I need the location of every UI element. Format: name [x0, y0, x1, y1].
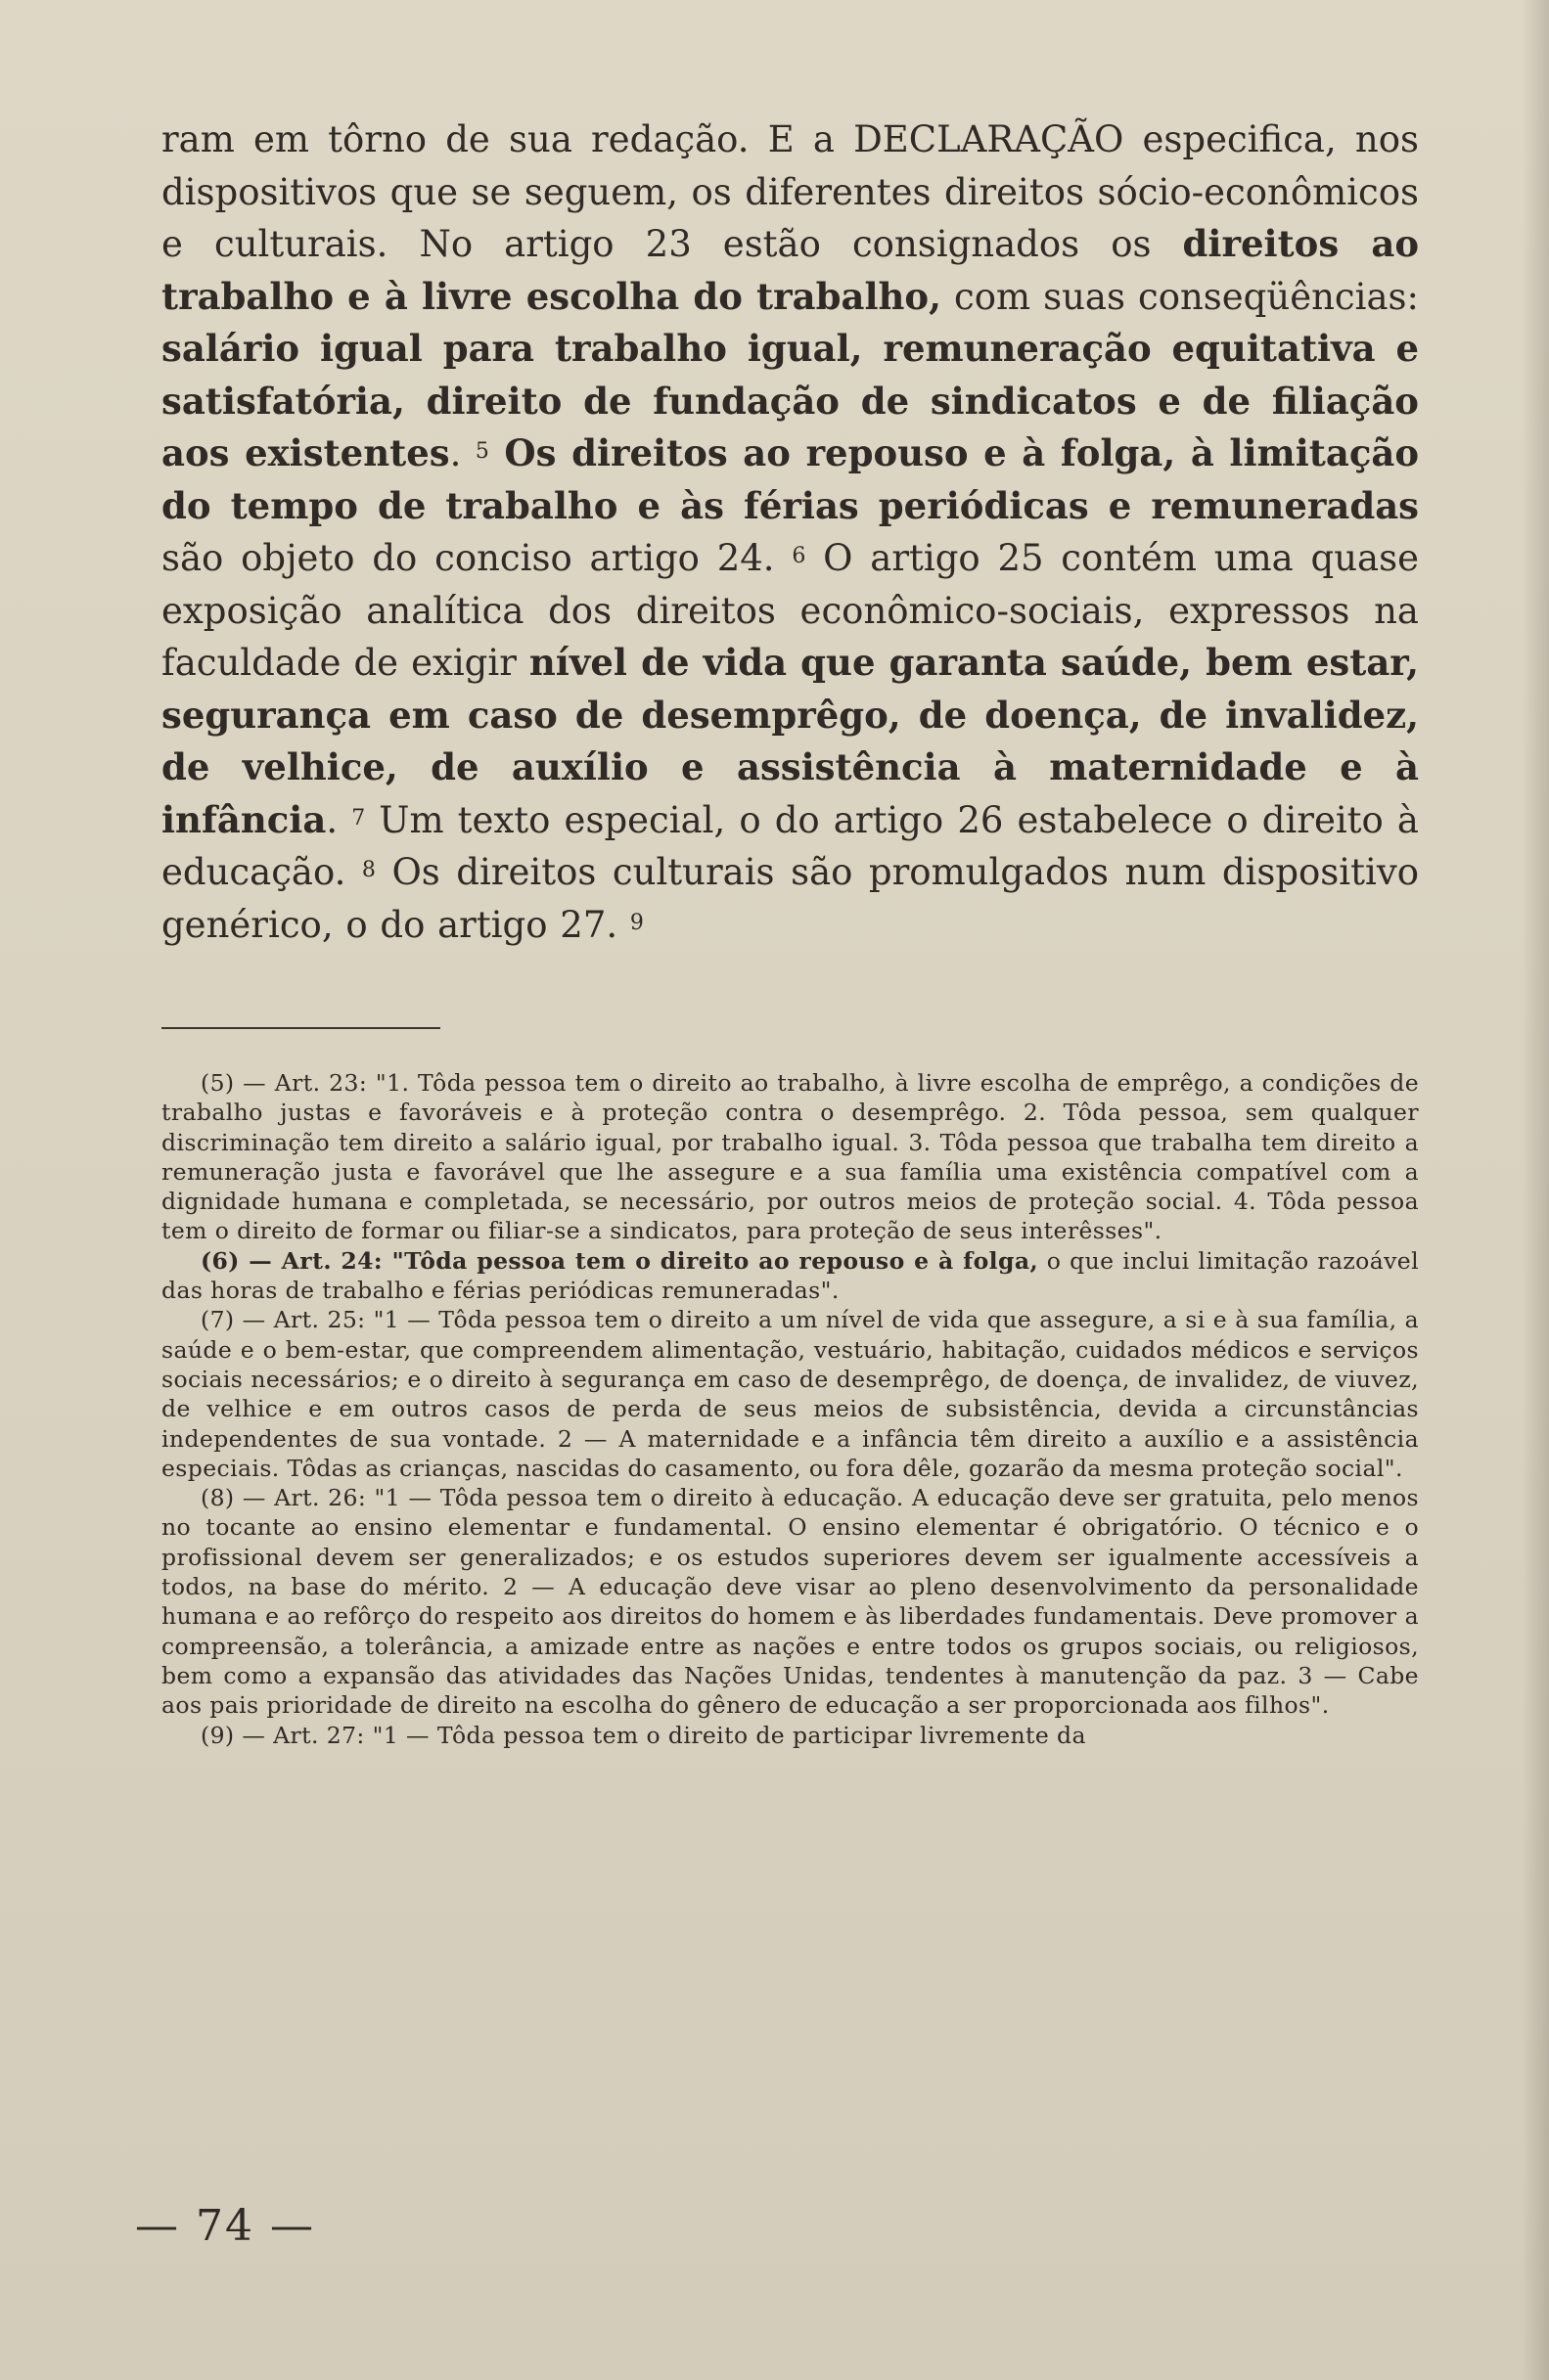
footnote-marker: (5): [201, 1069, 235, 1097]
bold-text-run: salário igual para trabalho igual, remuneração equitativa e satisfatória, direito de fundação de sindicatos e de filiação aos existentes: [161, 327, 1419, 474]
text-run: ram em tôrno de sua redação. E a DECLARAÇÃO especifica, nos dispositivos que se seguem, os diferentes direitos sócio-econômicos e culturais. No artigo 23 estão consignados os: [161, 118, 1419, 265]
text-run: são objeto do conciso artigo 24.: [161, 537, 793, 579]
bold-text-run: Os direitos ao repouso e à folga, à limitação do tempo de trabalho e às férias periódicas e remuneradas: [161, 431, 1419, 527]
footnote-reference-7[interactable]: 7: [351, 805, 366, 831]
footnote-text: — Art. 27: "1 — Tôda pessoa tem o direito de participar livremente da: [234, 1721, 1086, 1749]
footnote-text: o que inclui limitação razoável das horas de trabalho e férias periódicas remuneradas".: [161, 1246, 1420, 1305]
footnote-reference-8[interactable]: 8: [361, 858, 376, 882]
text-run: .: [326, 798, 352, 841]
footnote-8: [161, 1483, 1419, 1720]
footnote-lead: — Art. 24: "Tôda pessoa tem o direito ao repouso e à folga,: [239, 1246, 1039, 1275]
footnote-reference-6[interactable]: 6: [792, 544, 806, 568]
text-run: Os direitos culturais são promulgados num dispositivo genérico, o do artigo 27.: [161, 851, 1420, 946]
footnote-text: — Art. 23: "1. Tôda pessoa tem o direito ao trabalho, à livre escolha de emprêgo, a condições de trabalho justas e favoráveis e à proteção contra o desemprêgo. 2. Tôda pessoa, sem qualquer discriminação tem direito a salário igual, por trabalho igual. 3. Tôda pessoa que trabalha tem direito a remuneração justa e favorável que lhe assegure e a sua família uma existência compatível com a dignidade humana e completada, se necessário, por outros meios de proteção social. 4. Tôda pessoa tem o direito de formar ou filiar-se a sindicatos, para proteção de seus interêsses".: [161, 1069, 1419, 1245]
footnote-marker: (6): [201, 1246, 240, 1275]
text-run: Um texto especial, o do artigo 26 estabelece o direito à educação.: [161, 798, 1419, 893]
footnote-reference-5[interactable]: 5: [475, 439, 489, 464]
footnotes: [161, 1068, 1419, 1750]
footnote-6: [161, 1246, 1419, 1306]
text-run: .: [449, 432, 476, 474]
footnote-7: [161, 1305, 1419, 1483]
footnote-5: [161, 1068, 1419, 1246]
footnote-text: — Art. 25: "1 — Tôda pessoa tem o direito a um nível de vida que assegure, a si e à sua família, a saúde e o bem-estar, que compreendem alimentação, vestuário, habitação, cuidados médicos e serviços sociais necessários; e o direito à segurança em caso de desemprêgo, de doença, de invalidez, de viuvez, de velhice e em outros casos de perda de seus meios de subsistência, devida a circunstâncias independentes de sua vontade. 2 — A maternidade e a infância têm direito a auxílio e a assistência especiais. Tôdas as crianças, nascidas do casamento, ou fora dêle, gozarão da mesma proteção social".: [161, 1306, 1419, 1482]
bold-text-run: nível de vida que garanta saúde, bem estar, segurança em caso de desemprêgo, de doença, de invalidez, de velhice, de auxílio e assistência à maternidade e à infância: [161, 641, 1419, 841]
footnote-marker: (8): [201, 1484, 235, 1512]
text-run: com suas conseqüências:: [940, 275, 1419, 318]
page-edge-shadow: [1522, 0, 1549, 2380]
footnote-marker: (9): [201, 1721, 235, 1749]
footnote-marker: (7): [201, 1306, 235, 1334]
footnote-reference-9[interactable]: 9: [629, 910, 644, 935]
bold-text-run: direitos ao trabalho e à livre escolha do trabalho,: [161, 222, 1420, 318]
footnote-9: [161, 1721, 1419, 1750]
main-paragraph: [161, 113, 1419, 951]
footnote-separator: [161, 1027, 440, 1029]
text-run: O artigo 25 contém uma quase exposição analítica dos direitos econômico-sociais, expressos na faculdade de exigir: [161, 537, 1419, 684]
page-number: — 74 —: [135, 2201, 315, 2251]
footnote-text: — Art. 26: "1 — Tôda pessoa tem o direito à educação. A educação deve ser gratuita, pelo menos no tocante ao ensino elementar e fundamental. O ensino elementar é obrigatório. O técnico e o profissional devem ser generalizados; e os estudos superiores devem ser igualmente accessíveis a todos, na base do mérito. 2 — A educação deve visar ao pleno desenvolvimento da personalidade humana e ao refôrço do respeito aos direitos do homem e às liberdades fundamentais. Deve promover a compreensão, a tolerância, a amizade entre as nações e entre todos os grupos sociais, ou religiosos, bem como a expansão das atividades das Nações Unidas, tendentes à manutenção da paz. 3 — Cabe aos pais prioridade de direito na escolha do gênero de educação a ser proporcionada aos filhos".: [161, 1484, 1419, 1720]
